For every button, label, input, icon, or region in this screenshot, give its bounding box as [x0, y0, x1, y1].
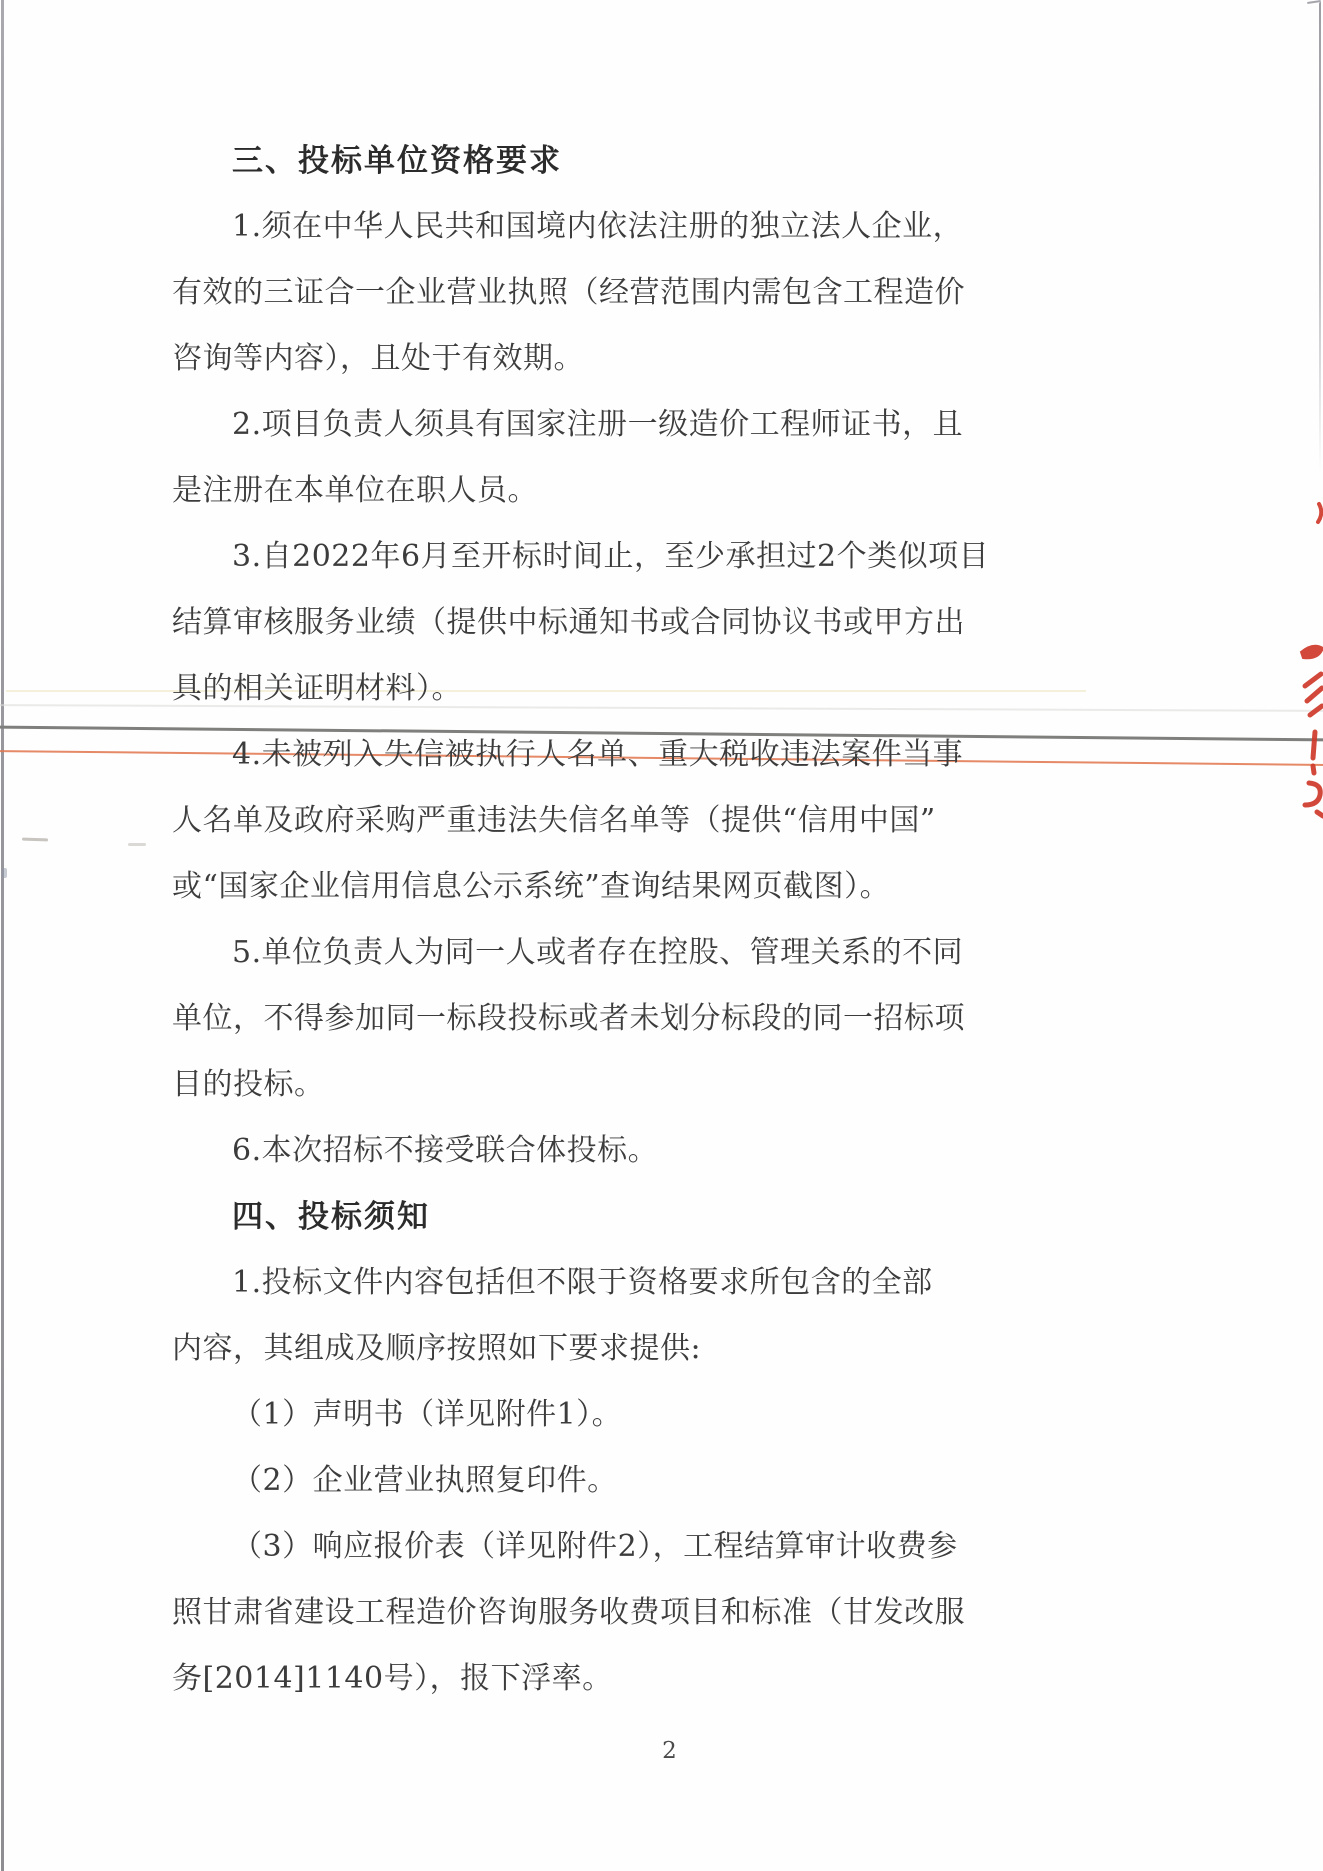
page-right-edge-line [1319, 2, 1321, 472]
text-line: 2.项目负责人须具有国家注册一级造价工程师证书，且 [232, 407, 964, 442]
text-line: 1.须在中华人民共和国境内依法注册的独立法人企业， [232, 209, 964, 244]
text-line: 目的投标。 [172, 1067, 325, 1102]
text-line: 结算审核服务业绩（提供中标通知书或合同协议书或甲方出 [172, 605, 965, 640]
text-line: 6.本次招标不接受联合体投标。 [232, 1133, 659, 1168]
text-line: 4.未被列入失信被执行人名单、重大税收违法案件当事 [232, 737, 964, 772]
document-body [172, 128, 990, 1712]
text-line: 是注册在本单位在职人员。 [172, 473, 538, 508]
page-left-edge-line [1, 0, 4, 1871]
text-line: （3）响应报价表（详见附件2），工程结算审计收费参 [232, 1529, 958, 1564]
section-heading: 四、投标须知 [232, 1199, 430, 1235]
text-line: （1）声明书（详见附件1）。 [232, 1397, 623, 1432]
text-line: （2）企业营业执照复印件。 [232, 1463, 618, 1498]
text-line: 人名单及政府采购严重违法失信名单等（提供“信用中国” [172, 803, 936, 838]
scan-smudge [128, 843, 146, 846]
text-line: 单位，不得参加同一标段投标或者未划分标段的同一招标项 [172, 1001, 965, 1036]
text-line: 务[2014]1140号），报下浮率。 [172, 1661, 613, 1696]
text-line: 5.单位负责人为同一人或者存在控股、管理关系的不同 [232, 935, 964, 970]
text-line: 具的相关证明材料）。 [172, 671, 462, 706]
scan-smudge [2, 868, 7, 878]
page-number: 2 [662, 1738, 678, 1764]
red-seal-fragment-icon [1281, 482, 1323, 822]
text-line: 照甘肃省建设工程造价咨询服务收费项目和标准（甘发改服 [172, 1595, 965, 1630]
text-line: 1.投标文件内容包括但不限于资格要求所包含的全部 [232, 1265, 933, 1300]
section-heading: 三、投标单位资格要求 [232, 143, 562, 179]
text-line: 咨询等内容），且处于有效期。 [172, 341, 584, 376]
scan-smudge [22, 838, 48, 842]
text-line: 或“国家企业信用信息公示系统”查询结果网页截图）。 [172, 869, 891, 904]
text-line: 内容，其组成及顺序按照如下要求提供: [172, 1331, 702, 1366]
text-line: 3.自2022年6月至开标时间止，至少承担过2个类似项目 [232, 539, 990, 574]
text-line: 有效的三证合一企业营业执照（经营范围内需包含工程造价 [172, 275, 965, 310]
